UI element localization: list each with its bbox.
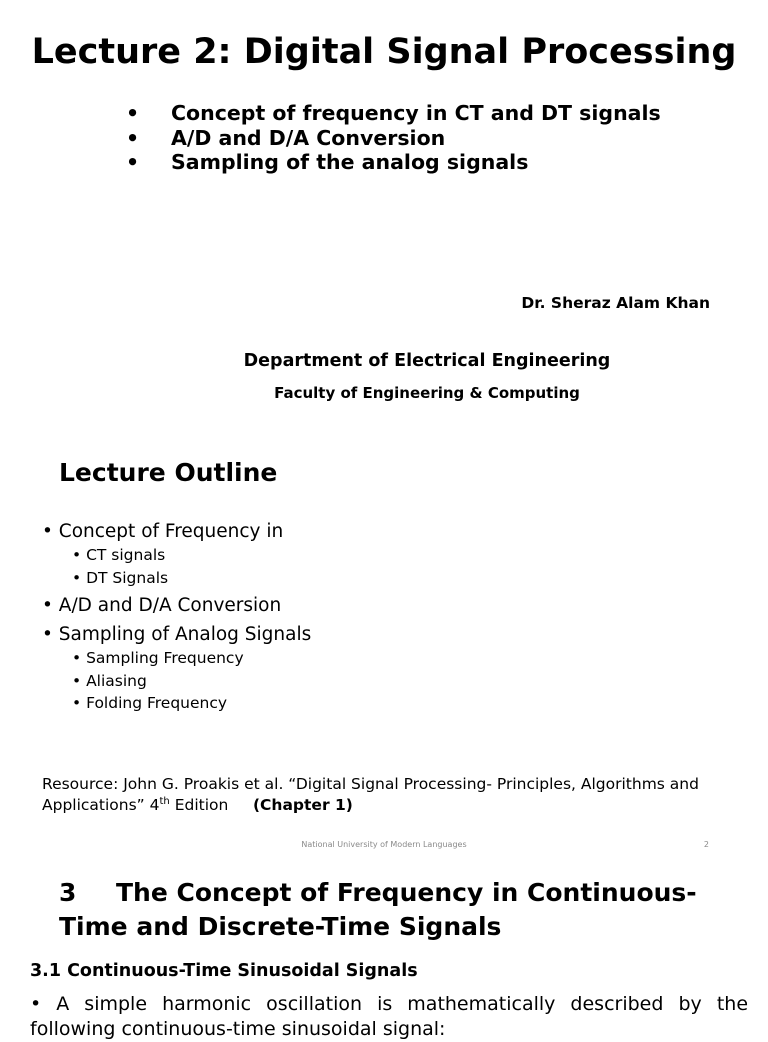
resource-edition: Edition [169,796,229,815]
slide1-bullet [126,101,661,126]
outline-item-text: Concept of Frequency in [58,521,284,542]
outline-subitem: • Sampling Frequency [72,649,244,667]
outline-subitem-text: Folding Frequency [86,694,228,712]
slide1-bullet-text: A/D and D/A Conversion [171,125,446,150]
outline-subitem-text: DT Signals [86,568,169,587]
section-number: 3 [59,878,77,907]
body-paragraph: • A simple harmonic oscillation is mathematically described by the following continuous-time sinusoidal signal: [30,993,749,1040]
outline-item: • A/D and D/A Conversion [42,595,282,616]
slide1-bullet-text: Sampling of the analog signals [171,150,529,174]
slide-footer: National University of Modern Languages [301,840,467,849]
outline-subitem: • CT signals [72,546,166,564]
faculty-name: Faculty of Engineering & Computing [274,384,580,402]
outline-subitem: • Folding Frequency [72,694,228,712]
outline-item: • Concept of Frequency in [42,521,284,542]
outline-subitem-text: Sampling Frequency [86,649,244,667]
outline-subitem: • Aliasing [72,671,147,690]
outline-subitem-text: CT signals [86,546,166,564]
outline-list [42,520,311,715]
slide1-bullet [126,150,661,175]
outline-subitem: • DT Signals [72,568,169,587]
section-title-line1: The Concept of Frequency in Continuous- [116,878,697,907]
outline-title: Lecture Outline [59,458,278,487]
body-text: A simple harmonic oscillation is mathematically described by the following continuous-time sinusoidal signal: [30,993,749,1040]
section-title-line2: Time and Discrete-Time Signals [59,912,502,941]
outline-item-text: Sampling of Analog Signals [58,624,312,645]
slide1-bullet-text: Concept of frequency in CT and DT signals [171,101,661,125]
bullet-icon: • [126,150,140,174]
bullet-icon: • [126,125,140,150]
outline-subitem-text: Aliasing [86,671,147,690]
subsection-heading: 3.1 Continuous-Time Sinusoidal Signals [30,961,418,981]
author-name: Dr. Sheraz Alam Khan [521,294,710,312]
resource-superscript: th [159,796,170,807]
slide1-bullet-list [126,101,661,175]
resource-chapter: (Chapter 1) [252,796,353,815]
slide1-title: Lecture 2: Digital Signal Processing [31,32,737,72]
resource-text: Resource: John G. Proakis et al. “Digital Signal Processing- Principles, Algorithms and Applications” 4 [42,775,699,815]
outline-item: • Sampling of Analog Signals [42,624,312,645]
resource-citation [42,775,742,814]
department-name: Department of Electrical Engineering [243,351,611,371]
bullet-icon: • [126,101,140,125]
section-title [59,876,697,944]
slide1-bullet [126,126,661,151]
page-number: 2 [703,840,709,849]
outline-item-text: A/D and D/A Conversion [58,595,282,616]
